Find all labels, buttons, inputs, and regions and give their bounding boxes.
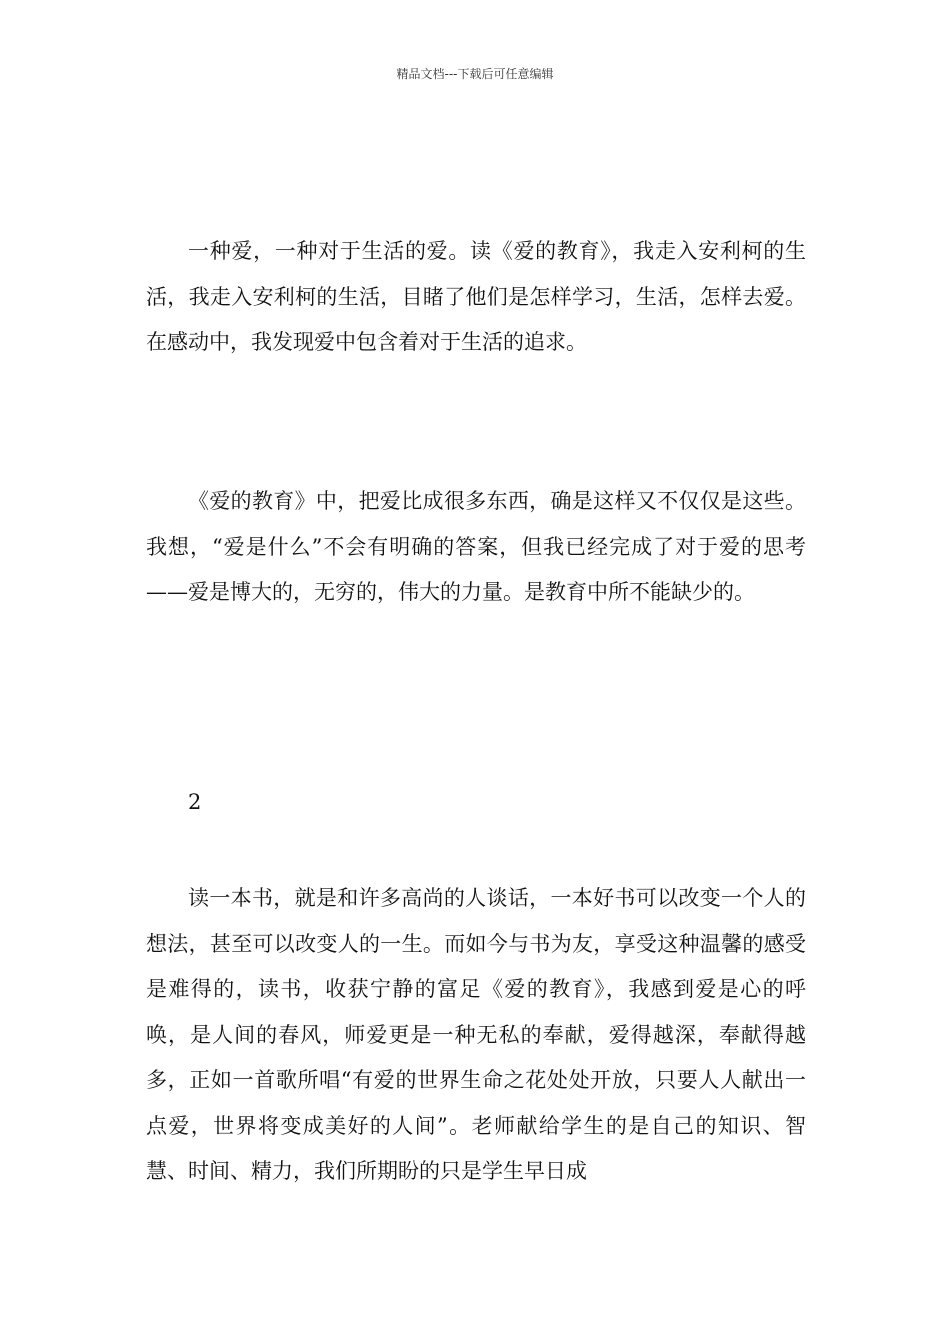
body-paragraph: 一种爱，一种对于生活的爱。读《爱的教育》，我走入安利柯的生活，我走入安利柯的生活，目睹了他们是怎样学习，生活，怎样去爱。在感动中，我发现爱中包含着对于生活的追求。 bbox=[146, 239, 806, 354]
page-header: 精品文档---下载后可任意编辑 bbox=[396, 67, 554, 81]
body-paragraph: 《爱的教育》中，把爱比成很多东西，确是这样又不仅仅是这些。我想，“爱是什么”不会有明确的答案，但我已经完成了对于爱的思考——爱是博大的，无穷的，伟大的力量。是教育中所不能缺少的。 bbox=[146, 489, 806, 604]
body-paragraph: 读一本书，就是和许多高尚的人谈话，一本好书可以改变一个人的想法，甚至可以改变人的一生。而如今与书为友，享受这种温馨的感受是难得的，读书，收获宁静的富足《爱的教育》，我感到爱是心的呼唤，是人间的春风，师爱更是一种无私的奉献，爱得越深，奉献得越多，正如一首歌所唱“有爱的世界生命之花处处开放，只要人人献出一点爱，世界将变成美好的人间”。老师献给学生的是自己的知识、智慧、时间、精力，我们所期盼的只是学生早日成 bbox=[146, 886, 806, 1183]
section-number: 2 bbox=[188, 790, 202, 814]
